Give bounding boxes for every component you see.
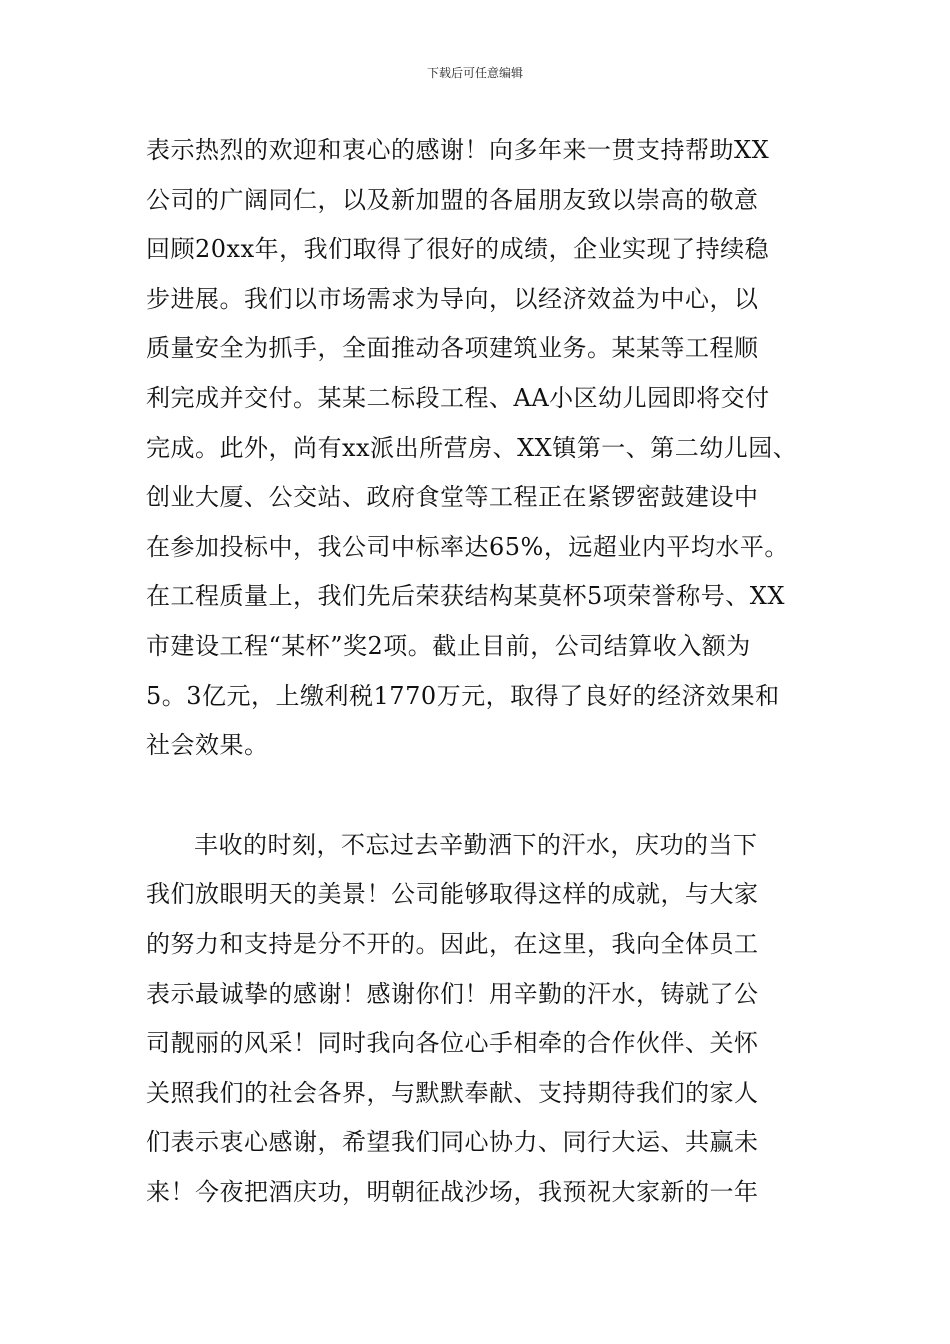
page-header-note: 下载后可任意编辑 <box>426 66 523 80</box>
text-line: 市建设工程“某杯”奖2项。截止目前，公司结算收入额为 <box>146 631 751 660</box>
text-line: 丰收的时刻，不忘过去辛勤洒下的汗水，庆功的当下 <box>194 830 758 859</box>
text-line: 创业大厦、公交站、政府食堂等工程正在紧锣密鼓建设中 <box>146 483 759 512</box>
text-line: 回顾20xx年，我们取得了很好的成绩，企业实现了持续稳 <box>146 235 770 264</box>
text-line: 5。3亿元，上缴利税1770万元，取得了良好的经济效果和 <box>146 681 780 710</box>
text-line: 司靓丽的风采！同时我向各位心手相牵的合作伙伴、关怀 <box>146 1029 759 1058</box>
text-line: 利完成并交付。某某二标段工程、AA小区幼儿园即将交付 <box>146 383 770 412</box>
paragraph-spacer <box>146 777 826 827</box>
text-line: 步进展。我们以市场需求为导向，以经济效益为中心，以 <box>146 284 759 313</box>
text-line: 表示热烈的欢迎和衷心的感谢！向多年来一贯支持帮助XX <box>146 136 770 164</box>
text-line: 的努力和支持是分不开的。因此，在这里，我向全体员工 <box>146 929 759 958</box>
text-line: 表示最诚挚的感谢！感谢你们！用辛勤的汗水，铸就了公 <box>146 979 759 1008</box>
paragraph-2 <box>146 827 826 1224</box>
text-line: 社会效果。 <box>146 731 269 760</box>
paragraph-1 <box>146 132 826 777</box>
text-line: 公司的广阔同仁，以及新加盟的各届朋友致以崇高的敬意 <box>146 185 759 214</box>
text-line: 在参加投标中，我公司中标率达65%，远超业内平均水平。 <box>146 532 789 561</box>
text-line: 完成。此外，尚有xx派出所营房、XX镇第一、第二幼儿园、 <box>146 433 798 462</box>
text-line: 来！今夜把酒庆功，明朝征战沙场，我预祝大家新的一年 <box>146 1177 759 1206</box>
document-body <box>146 132 826 1223</box>
text-line: 在工程质量上，我们先后荣获结构某莫杯5项荣誉称号、XX <box>146 582 785 611</box>
text-line: 关照我们的社会各界，与默默奉献、支持期待我们的家人 <box>146 1078 759 1107</box>
text-line: 我们放眼明天的美景！公司能够取得这样的成就，与大家 <box>146 880 759 909</box>
text-line: 们表示衷心感谢，希望我们同心协力、同行大运、共赢未 <box>146 1128 759 1157</box>
text-line: 质量安全为抓手，全面推动各项建筑业务。某某等工程顺 <box>146 334 759 363</box>
